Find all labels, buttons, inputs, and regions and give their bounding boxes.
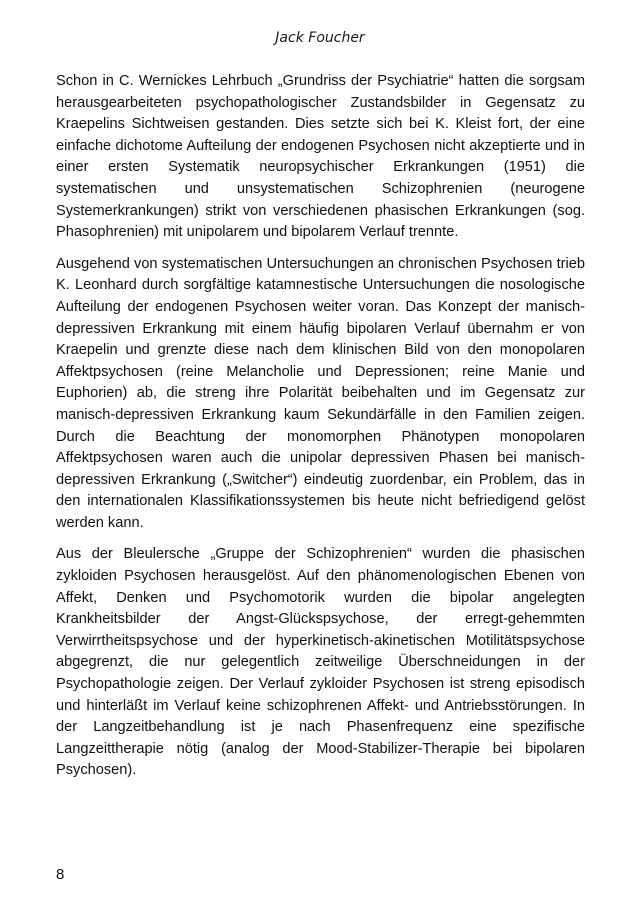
paragraph-cycloid-psychoses: Aus der Bleulersche „Gruppe der Schizophrenien“ wurden die phasischen zykloiden Psychosen herausgelöst. Auf den phänomenologischen Ebenen von Affekt, Denken und Psychomotorik wurden die bipolar angelegten Krankheitsbilder der Angst-Glückspsychose, der erregt-gehemmten Verwirrtheitspsychose und der hyperkinetisch-akinetischen Motilitätspsychose abgegrenzt, die nur gelegentlich zeitweilige Überschneidungen in der Psychopathologie zeigen. Der Verlauf zykloider Psychosen ist streng episodisch und hinterläßt im Verlauf keine schizophrenen Affekt- und Antriebsstörungen. In der Langzeitbehandlung ist je nach Phasenfrequenz eine spezifische Langzeittherapie nötig (analog der Mood-Stabilizer-Therapie bei bipolaren Psychosen). (56, 546, 585, 779)
page-number: 8 (56, 866, 65, 883)
running-header-author: Jack Foucher (275, 30, 365, 46)
paragraph-wernicke-kleist: Schon in C. Wernickes Lehrbuch „Grundriss der Psychiatrie“ hatten die sorgsam herausgearbeiteten psychopathologischer Zustandsbilder in Gegensatz zu Kraepelins Sichtweisen gestanden. Dies setzte sich bei K. Kleist fort, der eine einfache dichotome Aufteilung der endogenen Psychosen nicht akzeptierte und in einer ersten Systematik neuropsychischer Erkrankungen (1951) die systematischen und unsystematischen Schizophrenien (neurogene Systemerkrankungen) strikt von verschiedenen phasischen Erkrankungen (sog. Phasophrenien) mit unipolarem und bipolarem Verlauf trennte. (56, 73, 585, 241)
body-text (56, 71, 585, 792)
paragraph-leonhard: Ausgehend von systematischen Untersuchungen an chronischen Psychosen trieb K. Leonhard durch sorgfältige katamnestische Untersuchungen die nosologische Aufteilung der endogenen Psychosen weiter voran. Das Konzept der manisch-depressiven Erkrankung mit einem häufig bipolaren Verlauf übernahm er von Kraepelin und grenzte diese nach dem klinischen Bild von den monopolaren Affektpsychosen (reine Melancholie und Depressionen; reine Manie und Euphorien) ab, die streng ihre Polarität beibehalten und im Gegensatz zur manisch-depressiven Erkrankung kaum Sekundärfälle in den Familien zeigen. Durch die Beachtung der monomorphen Phänotypen monopolaren Affektpsychosen waren auch die unipolar depressiven Phasen bei manisch-depressiven Erkrankung („Switcher“) eindeutig zuordenbar, ein Problem, das in den internationalen Klassifikationssystemen bis heute nicht befriedigend gelöst werden kann. (56, 255, 585, 531)
